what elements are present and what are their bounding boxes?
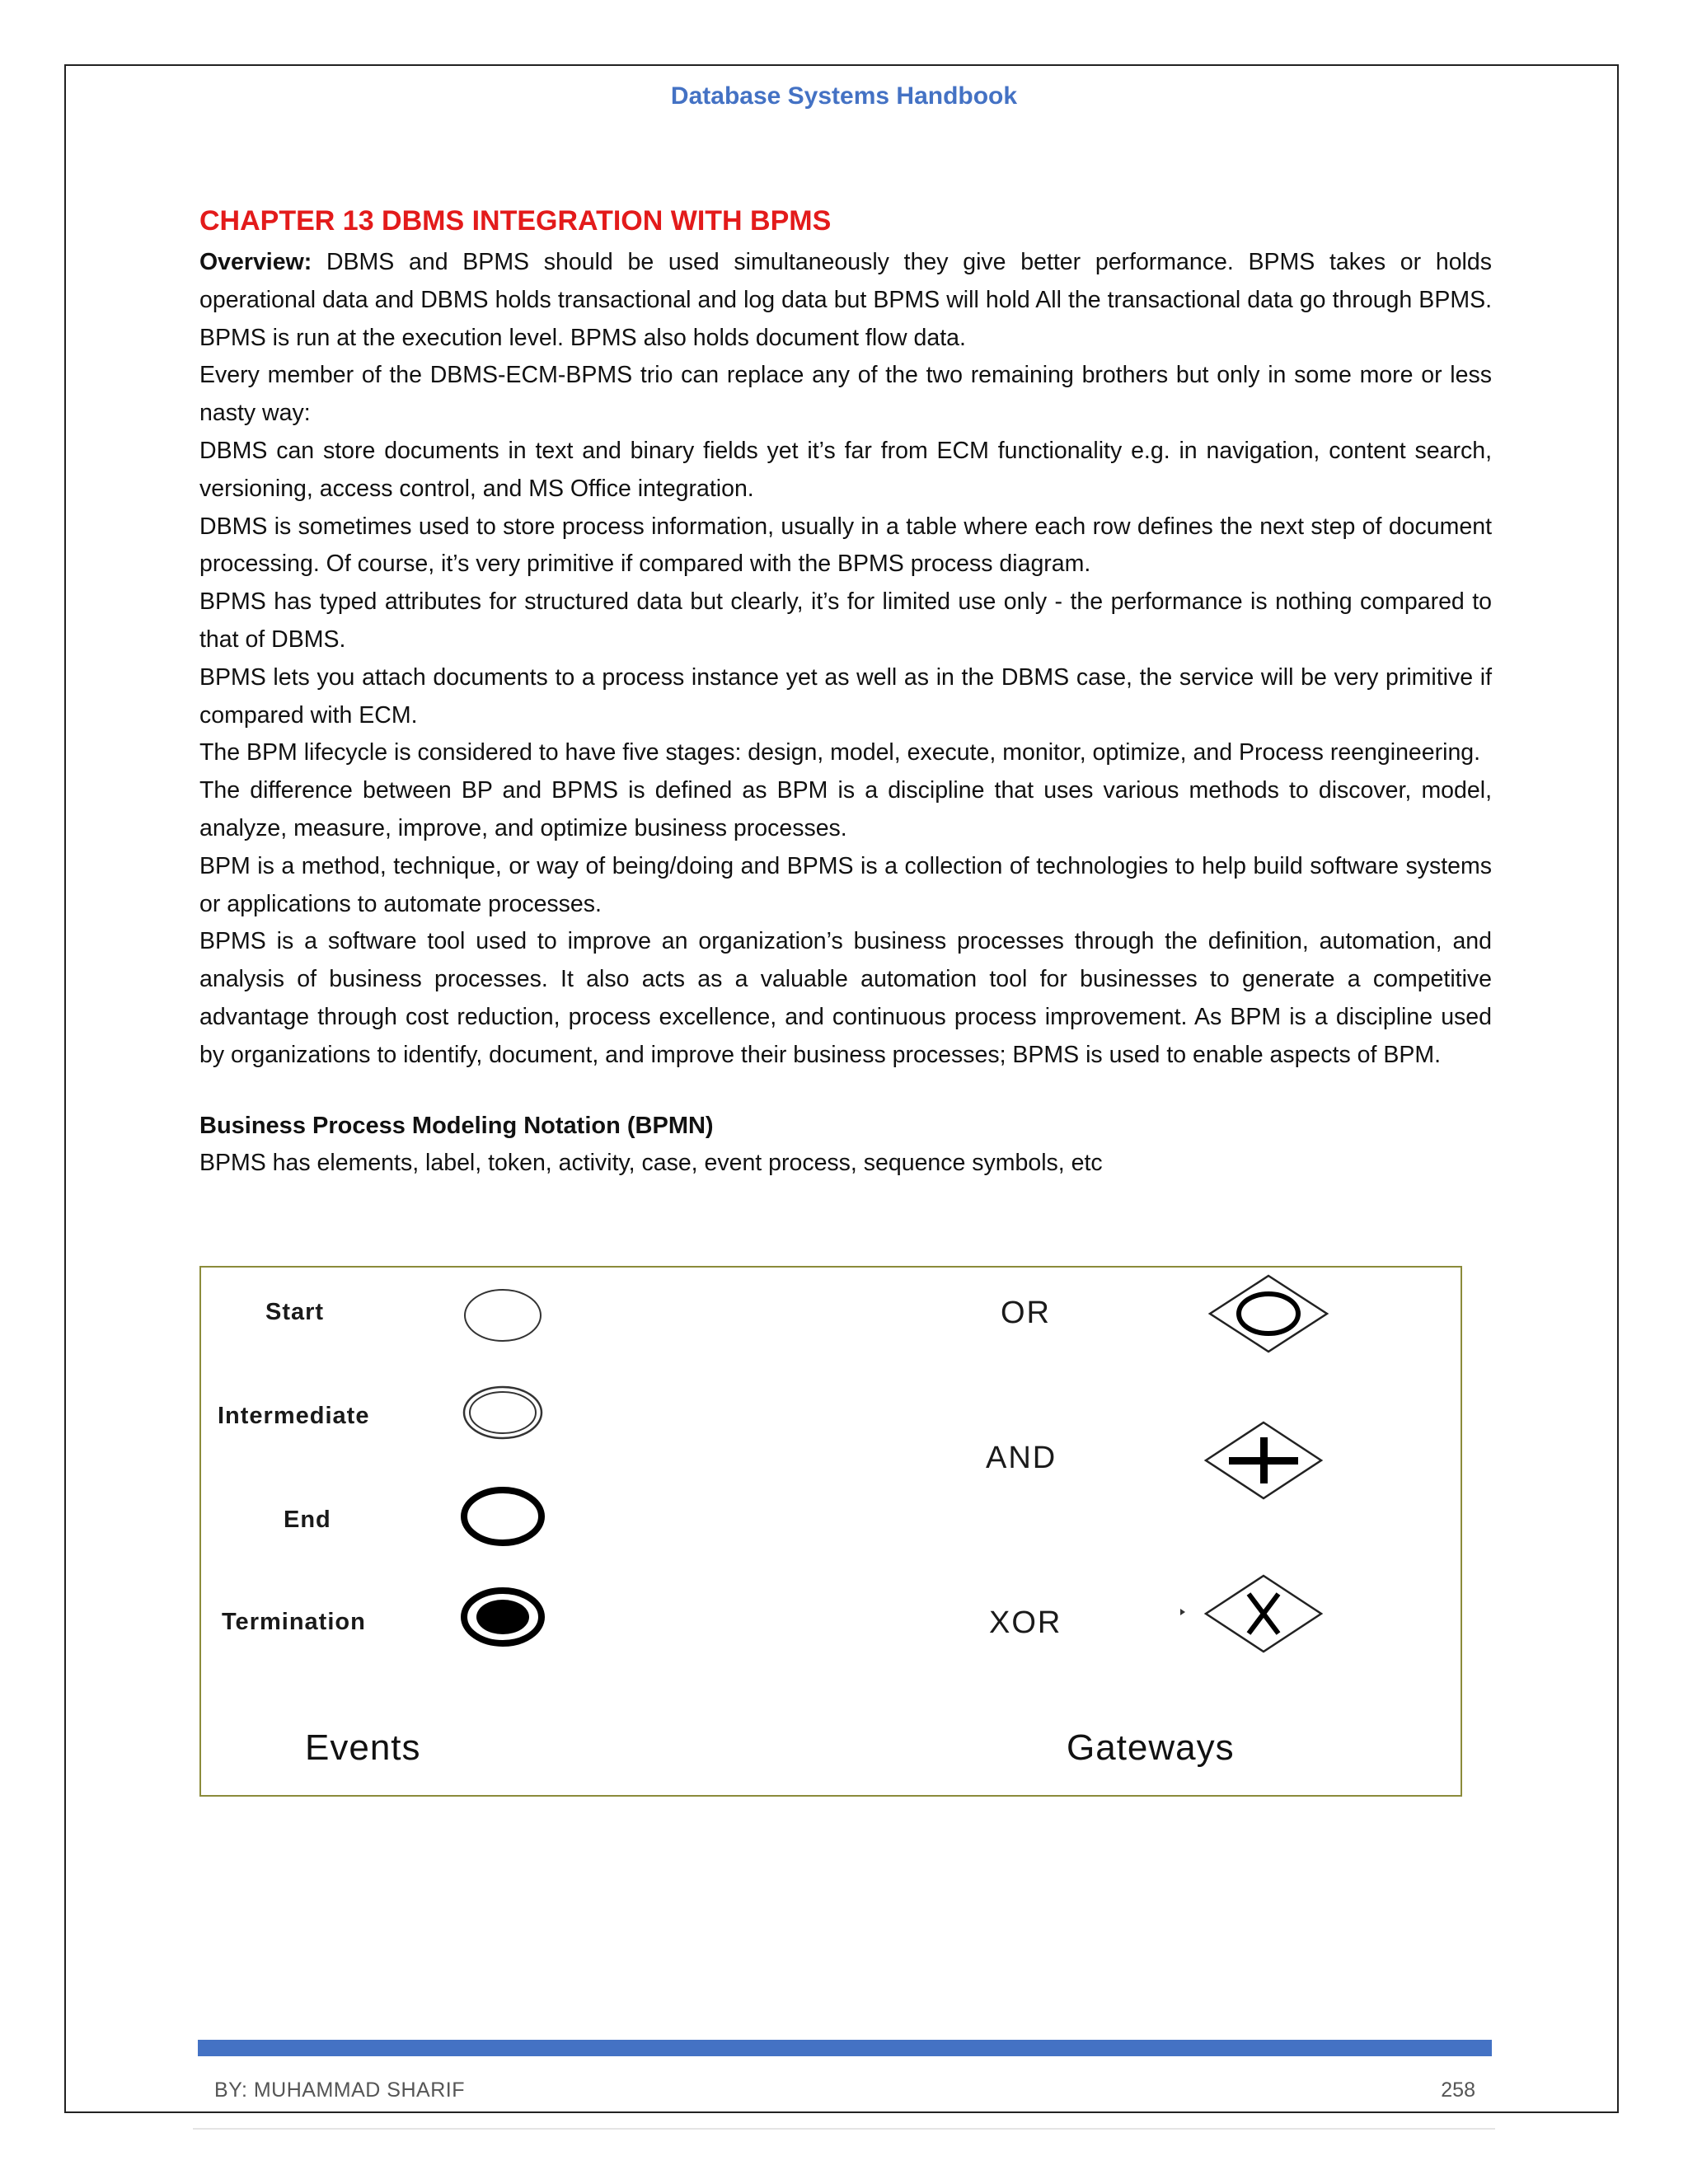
section-intro: BPMS has elements, label, token, activity, case, event process, sequence symbols, etc (199, 1150, 1103, 1177)
running-header: Database Systems Handbook (670, 82, 1018, 110)
intermediate-event-symbol (464, 1387, 542, 1438)
body-paragraph: The BPM lifecycle is considered to have five stages: design, model, execute, monitor, optimize, and Process reengineering. (199, 739, 1481, 766)
and-gateway-symbol (1206, 1422, 1321, 1498)
termination-event-symbol (464, 1591, 542, 1643)
end-event-label: End (284, 1507, 331, 1533)
xor-gateway-symbol (1206, 1576, 1321, 1652)
overview-label: Overview: (199, 249, 312, 275)
overview-paragraph (199, 244, 1492, 357)
bpmn-symbols (201, 1268, 1461, 1795)
footer-author: BY: MUHAMMAD SHARIF (214, 2079, 465, 2102)
bpmn-figure (199, 1266, 1462, 1797)
end-event-symbol (464, 1490, 542, 1543)
footer-bar (198, 2040, 1492, 2056)
events-caption: Events (305, 1727, 421, 1768)
termination-event-label: Termination (222, 1609, 366, 1635)
main-content (199, 203, 1492, 1183)
and-gateway-label: AND (986, 1441, 1057, 1475)
body-paragraph: BPMS is a software tool used to improve an organization’s business processes through the definition, automation, and analysis of business processes. It also acts as a valuable automation tool for businesses to generate a competitive advantage through cost reduction, process excellence, and continuous process improvement. As BPM is a discipline used by organizations to identify, document, and improve their business processes; BPMS is used to enable aspects of BPM. (199, 928, 1492, 1068)
start-event-symbol (465, 1290, 541, 1341)
or-gateway-symbol (1210, 1276, 1327, 1352)
overview-text: DBMS and BPMS should be used simultaneously they give better performance. BPMS takes or holds operational data and DBMS holds transactional and log data but BPMS will hold All the transactional data go through BPMS. BPMS is run at the execution level. BPMS also holds document flow data. (199, 249, 1492, 351)
chapter-title: CHAPTER 13 DBMS INTEGRATION WITH BPMS (199, 205, 832, 237)
body-paragraph: BPMS has typed attributes for structured data but clearly, it’s for limited use only - the performance is nothing compared to that of DBMS. (199, 588, 1492, 653)
footer-rule (193, 2128, 1495, 2130)
gateways-caption: Gateways (1067, 1727, 1235, 1768)
body-paragraph: The difference between BP and BPMS is defined as BPM is a discipline that uses various methods to discover, model, analyze, measure, improve, and optimize business processes. (199, 777, 1492, 841)
section-heading: Business Process Modeling Notation (BPMN) (199, 1112, 714, 1139)
body-paragraph: DBMS is sometimes used to store process information, usually in a table where each row defines the next step of document processing. Of course, it’s very primitive if compared with the BPMS process diagram. (199, 513, 1492, 578)
intermediate-event-label: Intermediate (218, 1403, 370, 1429)
page-number: 258 (1441, 2079, 1475, 2102)
start-event-label: Start (265, 1299, 325, 1325)
small-arrow-mark (1180, 1609, 1185, 1615)
body-paragraph: BPM is a method, technique, or way of being/doing and BPMS is a collection of technologies to help build software systems or applications to automate processes. (199, 852, 1492, 917)
or-gateway-label: OR (1001, 1296, 1051, 1330)
xor-gateway-label: XOR (989, 1605, 1062, 1640)
body-paragraph: Every member of the DBMS-ECM-BPMS trio can replace any of the two remaining brothers but only in some more or less nasty way: (199, 362, 1492, 427)
body-paragraph: DBMS can store documents in text and binary fields yet it’s far from ECM functionality e.g. in navigation, content search, versioning, access control, and MS Office integration. (199, 437, 1492, 502)
body-paragraph: BPMS lets you attach documents to a process instance yet as well as in the DBMS case, the service will be very primitive if compared with ECM. (199, 663, 1492, 729)
